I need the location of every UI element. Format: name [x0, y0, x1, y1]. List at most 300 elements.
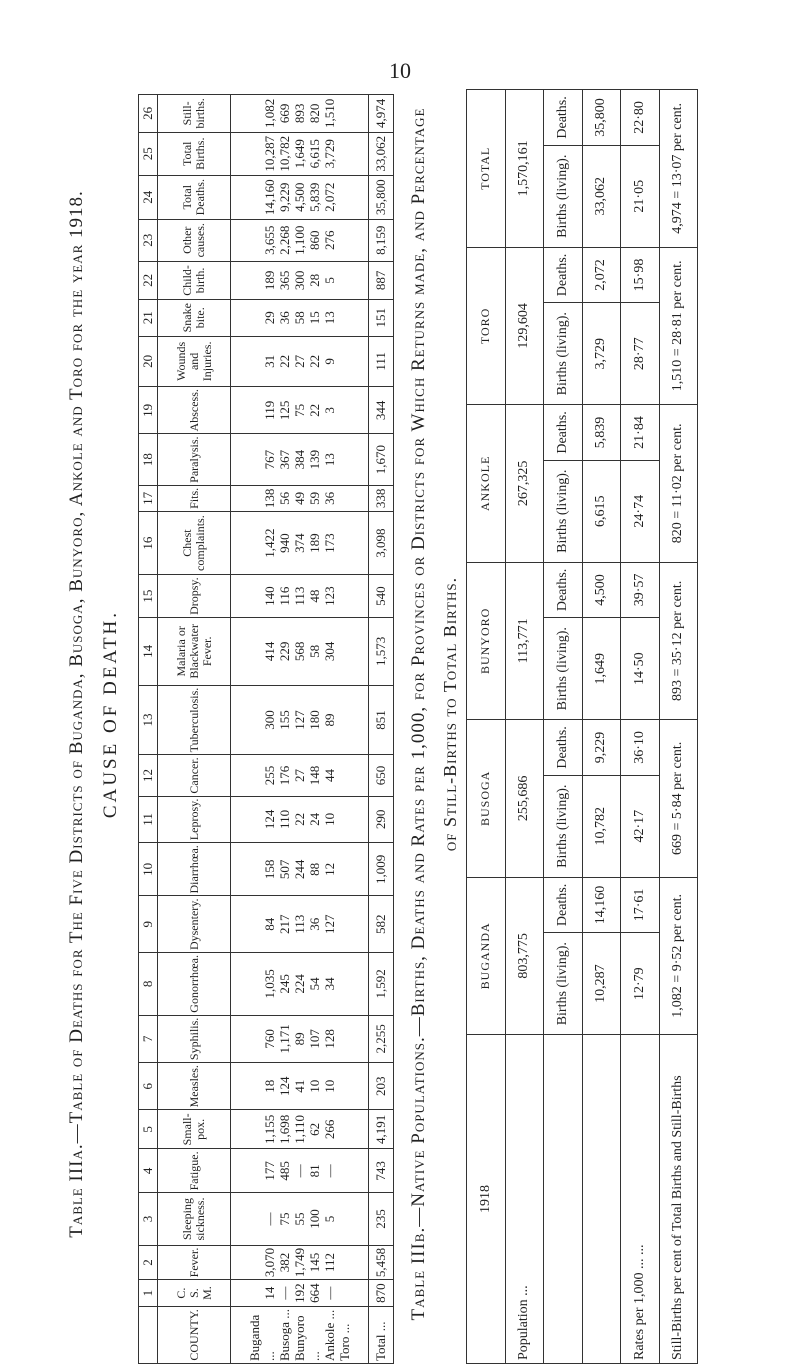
total-cell: 35,800 — [369, 175, 394, 219]
total-cell: 2,255 — [369, 1015, 394, 1062]
table-cell: 2,268 — [277, 225, 292, 255]
death-rate-cell: 21·84 — [621, 405, 660, 461]
table-cell: — — [262, 1212, 277, 1226]
table-cell: 189 — [262, 270, 277, 291]
table-cell: — — [322, 1164, 337, 1178]
table-cell: 176 — [277, 765, 292, 786]
table-b-births-deaths-header-row — [544, 90, 583, 1364]
column-number: 13 — [139, 685, 158, 755]
total-cell: 235 — [369, 1193, 394, 1245]
birth-rate-cell: 28·77 — [621, 303, 660, 405]
table-cell: 177 — [262, 1161, 277, 1181]
table-cell: 14,160 — [262, 179, 277, 216]
table-cell: 217 — [277, 914, 292, 935]
column-header: Tuberculosis. — [158, 685, 231, 755]
table-cell: 1,110 — [292, 1115, 307, 1144]
table-cell: 155 — [277, 710, 292, 730]
death-rate-cell: 15·98 — [621, 247, 660, 303]
table-cell: 58 — [307, 644, 322, 658]
column-header: Fatigue. — [158, 1149, 231, 1193]
column-header: Total Deaths. — [158, 175, 231, 219]
table-cell: 5,839 — [307, 182, 322, 212]
births-header: Births (living). — [544, 145, 583, 247]
column-number: 17 — [139, 485, 158, 511]
cause-value-column — [231, 387, 369, 434]
table-a-column-numbers — [139, 95, 158, 1364]
table-cell: 14 — [262, 1286, 277, 1300]
total-cell: 1,573 — [369, 617, 394, 685]
cause-value-column — [231, 1193, 369, 1245]
table-cell: 266 — [322, 1119, 337, 1140]
table-cell: 365 — [277, 270, 292, 291]
table-a-body-row — [231, 95, 369, 1364]
table-b-subtitle: of Still-Births to Total Births. — [440, 576, 460, 852]
cause-value-column — [231, 511, 369, 575]
table-cell: 1,035 — [262, 969, 277, 999]
year-cell: 1918 — [467, 1035, 506, 1364]
column-number: 18 — [139, 434, 158, 485]
table-cell: 29 — [262, 311, 277, 325]
column-number: 10 — [139, 843, 158, 896]
table-cell: 107 — [307, 1029, 322, 1049]
table-cell: 127 — [292, 710, 307, 730]
death-rate-cell: 22·80 — [621, 90, 660, 146]
table-cell: 28 — [307, 273, 322, 287]
cause-value-column — [231, 1245, 369, 1280]
column-number: 4 — [139, 1149, 158, 1193]
column-number: 22 — [139, 261, 158, 299]
table-cell: 3,729 — [322, 139, 337, 169]
column-header: Leprosy. — [158, 796, 231, 843]
county-name: Bunyoro ... — [292, 1315, 322, 1361]
table-cell: 1,171 — [277, 1024, 292, 1054]
total-cell: 1,009 — [369, 843, 394, 896]
table-cell: 88 — [307, 862, 322, 876]
deaths-cell: 14,160 — [582, 877, 621, 933]
table-cell: 22 — [307, 354, 322, 368]
deaths-header: Deaths. — [544, 562, 583, 618]
table-cell: 3 — [322, 407, 337, 414]
table-cell: 1,510 — [322, 98, 337, 128]
table-cell: 1,155 — [262, 1114, 277, 1145]
table-cell: 22 — [277, 354, 292, 368]
table-cell: 860 — [307, 230, 322, 250]
total-cell: 290 — [369, 796, 394, 843]
table-b-rates-row — [621, 90, 660, 1364]
deaths-cell: 4,500 — [582, 562, 621, 618]
column-number: 6 — [139, 1063, 158, 1110]
total-cell: 1,670 — [369, 434, 394, 485]
table-cell: 22 — [307, 403, 322, 417]
table-cell: 127 — [322, 914, 337, 935]
column-number: 8 — [139, 953, 158, 1016]
table-cell: 145 — [307, 1252, 322, 1273]
table-cell: 3,070 — [262, 1247, 277, 1278]
county-name: Ankole ... — [322, 1309, 337, 1361]
cause-value-column — [231, 575, 369, 618]
table-cell: 300 — [292, 270, 307, 291]
region-header: TORO — [467, 247, 506, 404]
table-cell: 1,749 — [292, 1247, 307, 1278]
table-cell: 382 — [277, 1252, 292, 1273]
deaths-header: Deaths. — [544, 877, 583, 933]
table-cell: 276 — [322, 230, 337, 250]
still-births-cell: 1,510 = 28·81 per cent. — [659, 247, 698, 404]
column-header: Cancer. — [158, 755, 231, 796]
column-header: Diarrhœa. — [158, 843, 231, 896]
cause-value-column — [231, 1015, 369, 1062]
cause-value-column — [231, 1110, 369, 1149]
table-cell: 5 — [322, 277, 337, 284]
region-header: TOTAL — [467, 90, 506, 248]
births-cell: 10,782 — [582, 775, 621, 877]
column-header: Dropsy. — [158, 575, 231, 618]
deaths-cell: 2,072 — [582, 247, 621, 303]
column-number: 20 — [139, 336, 158, 387]
table-cell: 24 — [307, 812, 322, 826]
table-cell: 89 — [322, 713, 337, 727]
death-rate-cell: 39·57 — [621, 562, 660, 618]
table-cell: 13 — [322, 311, 337, 325]
total-cell: 851 — [369, 685, 394, 755]
table-cell: 36 — [277, 311, 292, 325]
column-header: Total Births. — [158, 132, 231, 175]
column-header: Wounds and Injuries. — [158, 336, 231, 387]
still-births-cell: 4,974 = 13·07 per cent. — [659, 90, 698, 248]
table-cell: 100 — [307, 1209, 322, 1229]
region-header: BUGANDA — [467, 877, 506, 1034]
column-header: Abscess. — [158, 387, 231, 434]
table-cell: 148 — [307, 765, 322, 786]
births-cell: 1,649 — [582, 618, 621, 720]
county-header: COUNTY. — [158, 1306, 231, 1363]
table-b-counts-row — [582, 90, 621, 1364]
table-cell: 113 — [292, 914, 307, 934]
table-cell: 3,655 — [262, 225, 277, 255]
table-cell: 255 — [262, 765, 277, 786]
table-cell: 10,782 — [277, 135, 292, 172]
table-cell: 244 — [292, 859, 307, 880]
column-number: 3 — [139, 1193, 158, 1245]
table-cell: 229 — [277, 641, 292, 662]
column-header: Syphilis. — [158, 1015, 231, 1062]
table-cell: 139 — [307, 449, 322, 470]
cause-value-column — [231, 796, 369, 843]
table-cell: 1,082 — [262, 98, 277, 128]
table-cell: 173 — [322, 533, 337, 553]
total-cell: 1,592 — [369, 953, 394, 1016]
table-cell: 55 — [292, 1212, 307, 1226]
column-number: 7 — [139, 1015, 158, 1062]
table-cell: 10 — [322, 1079, 337, 1093]
population-cell: 129,604 — [505, 247, 544, 404]
total-cell: 338 — [369, 485, 394, 511]
birth-rate-cell: 24·74 — [621, 460, 660, 562]
column-header: Fits. — [158, 485, 231, 511]
column-number: 1 — [139, 1280, 158, 1306]
population-cell: 255,686 — [505, 720, 544, 877]
table-cell: 224 — [292, 974, 307, 994]
table-cell: 89 — [292, 1032, 307, 1046]
table-cell: 304 — [322, 641, 337, 662]
table-b — [466, 84, 698, 1364]
total-cell: 650 — [369, 755, 394, 796]
total-cell: 111 — [369, 336, 394, 387]
county-name: Toro ... — [337, 1323, 352, 1361]
column-number: 24 — [139, 175, 158, 219]
cause-value-column — [231, 485, 369, 511]
table-cell: 124 — [277, 1076, 292, 1096]
population-cell: 803,775 — [505, 877, 544, 1034]
blank-cell — [582, 1035, 621, 1364]
cause-value-column — [231, 219, 369, 261]
column-number: 14 — [139, 617, 158, 685]
table-cell: 54 — [307, 977, 322, 991]
table-cell: 31 — [262, 354, 277, 368]
births-cell: 10,287 — [582, 933, 621, 1035]
table-cell: 22 — [292, 812, 307, 826]
total-cell: 4,191 — [369, 1110, 394, 1149]
births-cell: 6,615 — [582, 460, 621, 562]
table-cell: 18 — [262, 1079, 277, 1093]
table-a-title: Table IIIa.—Table of Deaths for The Five Districts of Buganda, Busoga, Bunyoro, Ankole and Toro for the year 1918. — [66, 190, 87, 1238]
table-cell: 189 — [307, 533, 322, 553]
column-header: Measles. — [158, 1063, 231, 1110]
deaths-header: Deaths. — [544, 720, 583, 776]
table-cell: 138 — [262, 488, 277, 509]
column-header: Still-births. — [158, 95, 231, 133]
column-header: Dysentery. — [158, 896, 231, 953]
total-cell: 743 — [369, 1149, 394, 1193]
table-b-title: Table IIIb.—Native Populations.—Births, Deaths and Rates per 1,000, for Provinces or Districts for Which Returns made, and Percentage — [408, 107, 429, 1321]
column-number: 16 — [139, 511, 158, 575]
table-cell: 374 — [292, 533, 307, 553]
total-cell: 33,062 — [369, 132, 394, 175]
column-number: 19 — [139, 387, 158, 434]
cause-value-column — [231, 685, 369, 755]
births-header: Births (living). — [544, 303, 583, 405]
table-cell: 58 — [292, 311, 307, 325]
table-cell: 10 — [322, 812, 337, 826]
table-a-corner — [139, 1306, 158, 1363]
table-cell: 41 — [292, 1079, 307, 1093]
blank-cell — [544, 1035, 583, 1364]
table-cell: 384 — [292, 449, 307, 470]
total-cell: 344 — [369, 387, 394, 434]
total-cell: 3,098 — [369, 511, 394, 575]
death-rate-cell: 17·61 — [621, 877, 660, 933]
table-cell: 5 — [322, 1215, 337, 1223]
births-header: Births (living). — [544, 933, 583, 1035]
cause-value-column — [231, 896, 369, 953]
table-cell: 44 — [322, 768, 337, 782]
table-a-subtitle: CAUSE OF DEATH. — [100, 609, 121, 819]
still-births-cell: 893 = 35·12 per cent. — [659, 562, 698, 719]
column-number: 23 — [139, 219, 158, 261]
total-cell: 540 — [369, 575, 394, 618]
table-cell: 84 — [262, 917, 277, 931]
table-cell: 767 — [262, 449, 277, 470]
table-cell: 760 — [262, 1029, 277, 1049]
population-cell: 1,570,161 — [505, 90, 544, 248]
cause-value-column — [231, 755, 369, 796]
column-header: Snake bite. — [158, 299, 231, 336]
table-a-header-row — [158, 95, 231, 1364]
cause-value-column — [231, 1149, 369, 1193]
cause-value-column — [231, 953, 369, 1016]
column-header: Sleeping sickness. — [158, 1193, 231, 1245]
table-cell: 49 — [292, 491, 307, 505]
births-cell: 3,729 — [582, 303, 621, 405]
table-cell: 414 — [262, 641, 277, 662]
county-name: Busoga ... — [277, 1309, 292, 1361]
table-cell: 2,072 — [322, 182, 337, 212]
column-number: 11 — [139, 796, 158, 843]
table-cell: 940 — [277, 533, 292, 553]
column-number: 21 — [139, 299, 158, 336]
column-number: 5 — [139, 1110, 158, 1149]
table-cell: 36 — [322, 491, 337, 505]
table-cell: 113 — [292, 586, 307, 606]
table-cell: 62 — [307, 1122, 322, 1136]
region-header: BUSOGA — [467, 720, 506, 877]
cause-value-column — [231, 261, 369, 299]
total-cell: 887 — [369, 261, 394, 299]
table-cell: 664 — [307, 1283, 322, 1303]
table-cell: 140 — [262, 586, 277, 606]
deaths-cell: 35,800 — [582, 90, 621, 146]
birth-rate-cell: 42·17 — [621, 775, 660, 877]
table-cell: 10,287 — [262, 135, 277, 172]
still-births-cell: 1,082 = 9·52 per cent. — [659, 877, 698, 1034]
table-cell: 820 — [307, 103, 322, 124]
region-header: ANKOLE — [467, 405, 506, 562]
table-cell: 1,698 — [277, 1114, 292, 1145]
total-cell: 8,159 — [369, 219, 394, 261]
births-header: Births (living). — [544, 618, 583, 720]
deaths-header: Deaths. — [544, 90, 583, 146]
table-cell: — — [322, 1286, 337, 1300]
table-cell: 9,229 — [277, 182, 292, 212]
table-cell: 10 — [307, 1079, 322, 1093]
table-cell: — — [277, 1286, 292, 1300]
column-header: Child-birth. — [158, 261, 231, 299]
cause-value-column — [231, 1280, 369, 1306]
cause-value-column — [231, 95, 369, 133]
table-cell: 158 — [262, 859, 277, 880]
total-cell: 5,458 — [369, 1245, 394, 1280]
table-cell: 15 — [307, 311, 322, 325]
cause-value-column — [231, 336, 369, 387]
table-cell: 192 — [292, 1283, 307, 1303]
cause-value-column — [231, 434, 369, 485]
table-cell: 13 — [322, 453, 337, 467]
birth-rate-cell: 14·50 — [621, 618, 660, 720]
table-cell: 75 — [277, 1212, 292, 1226]
table-cell: 507 — [277, 859, 292, 880]
column-header: Malaria or Blackwater Fever. — [158, 617, 231, 685]
deaths-header: Deaths. — [544, 247, 583, 303]
still-births-cell: 669 = 5·84 per cent. — [659, 720, 698, 877]
population-cell: 267,325 — [505, 405, 544, 562]
table-cell: 245 — [277, 974, 292, 994]
total-cell: 4,974 — [369, 95, 394, 133]
table-cell: 9 — [322, 358, 337, 365]
deaths-header: Deaths. — [544, 405, 583, 461]
table-cell: 123 — [322, 586, 337, 606]
births-header: Births (living). — [544, 775, 583, 877]
column-number: 26 — [139, 95, 158, 133]
rates-label: Rates per 1,000 ... ... — [621, 1035, 660, 1364]
table-cell: 27 — [292, 768, 307, 782]
table-a-total-row — [369, 95, 394, 1364]
death-rate-cell: 36·10 — [621, 720, 660, 776]
table-cell: 568 — [292, 641, 307, 662]
page-number: 10 — [389, 58, 411, 83]
table-cell: 485 — [277, 1161, 292, 1181]
table-cell: 34 — [322, 977, 337, 991]
births-cell: 33,062 — [582, 145, 621, 247]
column-header: Paralysis. — [158, 434, 231, 485]
total-cell: 203 — [369, 1063, 394, 1110]
column-header: Gonorrhœa. — [158, 953, 231, 1016]
column-number: 25 — [139, 132, 158, 175]
column-header: Fever. — [158, 1245, 231, 1280]
table-cell: 12 — [322, 862, 337, 876]
table-cell: 1,100 — [292, 225, 307, 255]
table-b-still-births-row — [659, 90, 698, 1364]
total-cell: 870 — [369, 1280, 394, 1306]
table-cell: 110 — [277, 809, 292, 829]
table-cell: 367 — [277, 449, 292, 470]
column-header: Small-pox. — [158, 1110, 231, 1149]
table-cell: 669 — [277, 103, 292, 124]
table-cell: 56 — [277, 491, 292, 505]
cause-value-column — [231, 132, 369, 175]
county-name: Buganda ... — [247, 1314, 277, 1361]
table-cell: 300 — [262, 710, 277, 730]
region-header: BUNYORO — [467, 562, 506, 719]
table-b-region-row — [467, 90, 506, 1364]
table-cell: 48 — [307, 589, 322, 603]
table-cell: 128 — [322, 1029, 337, 1049]
table-cell: 893 — [292, 103, 307, 124]
table-cell: 125 — [277, 400, 292, 421]
column-number: 12 — [139, 755, 158, 796]
county-list — [231, 1306, 369, 1363]
cause-value-column — [231, 843, 369, 896]
table-cell: — — [292, 1164, 307, 1178]
table-cell: 180 — [307, 710, 322, 730]
table-cell: 4,500 — [292, 182, 307, 212]
column-header: C. S. M. — [158, 1280, 231, 1306]
table-cell: 36 — [307, 917, 322, 931]
deaths-cell: 5,839 — [582, 405, 621, 461]
column-number: 2 — [139, 1245, 158, 1280]
table-cell: 81 — [307, 1164, 322, 1178]
cause-value-column — [231, 617, 369, 685]
total-cell: 151 — [369, 299, 394, 336]
column-number: 15 — [139, 575, 158, 618]
total-label: Total ... — [369, 1306, 394, 1363]
table-cell: 112 — [322, 1252, 337, 1273]
cause-value-column — [231, 175, 369, 219]
table-cell: 116 — [277, 586, 292, 606]
table-a — [138, 84, 396, 1364]
birth-rate-cell: 21·05 — [621, 145, 660, 247]
table-b-population-row — [505, 90, 544, 1364]
total-cell: 582 — [369, 896, 394, 953]
